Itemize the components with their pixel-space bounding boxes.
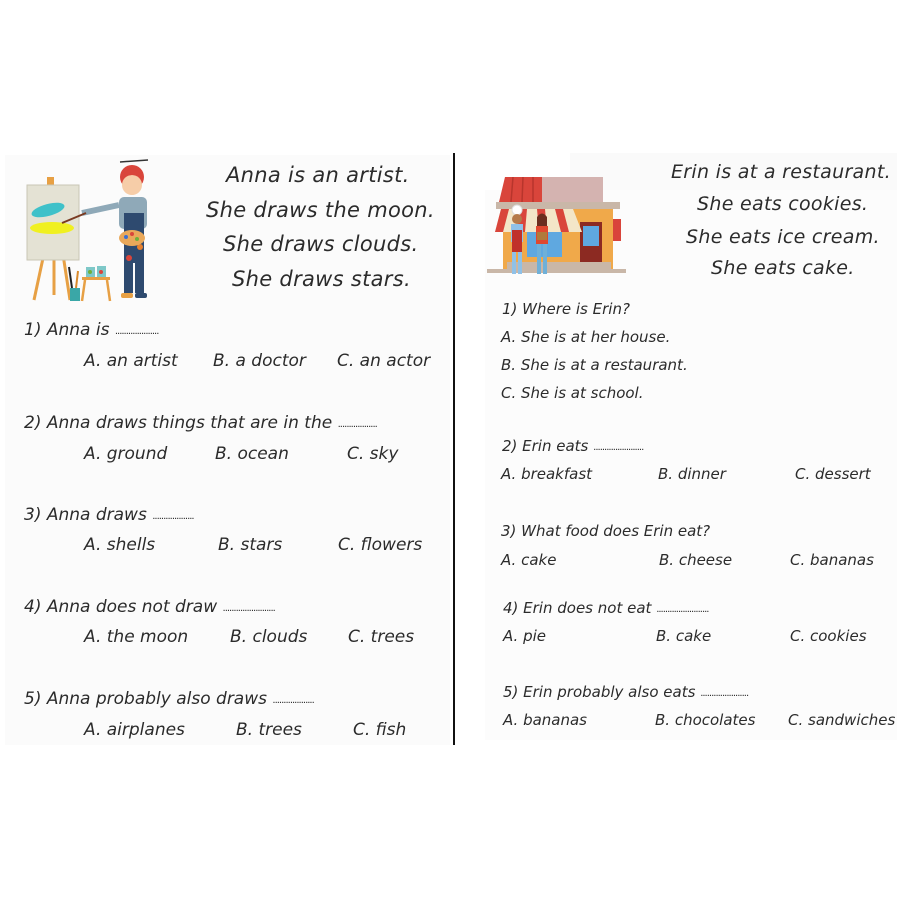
column-divider bbox=[453, 153, 455, 745]
answer-blank: .................. bbox=[337, 419, 377, 430]
answer-blank: ....................... bbox=[593, 442, 644, 453]
answer-blank: ................... bbox=[152, 511, 194, 522]
answer-option[interactable]: A. breakfast bbox=[501, 465, 593, 483]
answer-option[interactable]: B. chocolates bbox=[655, 711, 756, 729]
story-line: She draws stars. bbox=[232, 267, 411, 291]
answer-option[interactable]: A. pie bbox=[503, 627, 546, 645]
answer-blank: ...................... bbox=[700, 688, 749, 699]
answer-option[interactable]: C. sandwiches bbox=[788, 711, 896, 729]
answer-option[interactable]: C. an actor bbox=[337, 351, 431, 371]
question-prompt: 5) Anna probably also draws ................... bbox=[24, 689, 314, 709]
question-prompt: 4) Erin does not eat ........................ bbox=[503, 599, 709, 617]
answer-option[interactable]: A. bananas bbox=[503, 711, 588, 729]
question-prompt: 5) Erin probably also eats ...................... bbox=[503, 683, 749, 701]
answer-option[interactable]: C. sky bbox=[347, 444, 399, 464]
answer-option[interactable]: A. ground bbox=[84, 444, 168, 464]
answer-option[interactable]: B. trees bbox=[236, 720, 302, 740]
question-prompt: 2) Erin eats ....................... bbox=[502, 437, 644, 455]
answer-option[interactable]: B. cake bbox=[656, 627, 712, 645]
answer-option[interactable]: A. the moon bbox=[84, 627, 189, 647]
question-prompt: 3) What food does Erin eat? bbox=[501, 522, 711, 540]
story-line: She draws clouds. bbox=[223, 232, 419, 256]
answer-option[interactable]: B. ocean bbox=[215, 444, 289, 464]
story-line: Erin is at a restaurant. bbox=[671, 161, 891, 183]
answer-option[interactable]: C. She is at school. bbox=[501, 384, 644, 402]
question-prompt: 2) Anna draws things that are in the .................. bbox=[24, 413, 377, 433]
answer-option[interactable]: A. an artist bbox=[84, 351, 178, 371]
answer-blank: ................... bbox=[272, 695, 314, 706]
question-prompt: 4) Anna does not draw ........................ bbox=[24, 597, 275, 617]
answer-option[interactable]: C. trees bbox=[348, 627, 415, 647]
answer-option[interactable]: A. She is at her house. bbox=[501, 328, 671, 346]
answer-option[interactable]: A. shells bbox=[84, 535, 156, 555]
answer-blank: ........................ bbox=[222, 603, 275, 614]
story-line: She draws the moon. bbox=[206, 198, 435, 222]
answer-option[interactable]: A. cake bbox=[501, 551, 557, 569]
answer-option[interactable]: B. clouds bbox=[230, 627, 308, 647]
story-line: She eats ice cream. bbox=[686, 226, 880, 248]
answer-option[interactable]: B. She is at a restaurant. bbox=[501, 356, 688, 374]
question-prompt: 1) Anna is .................... bbox=[24, 320, 159, 340]
answer-blank: ........................ bbox=[656, 604, 709, 615]
answer-option[interactable]: B. cheese bbox=[659, 551, 733, 569]
answer-option[interactable]: C. flowers bbox=[338, 535, 423, 555]
answer-option[interactable]: C. cookies bbox=[790, 627, 867, 645]
answer-blank: .................... bbox=[114, 326, 159, 337]
answer-option[interactable]: C. dessert bbox=[795, 465, 871, 483]
story-line: She eats cake. bbox=[711, 257, 855, 279]
story-line: Anna is an artist. bbox=[226, 163, 410, 187]
answer-option[interactable]: C. bananas bbox=[790, 551, 874, 569]
answer-option[interactable]: C. fish bbox=[353, 720, 407, 740]
artist-painting-icon bbox=[20, 155, 165, 307]
restaurant-storefront-icon bbox=[487, 172, 632, 284]
answer-option[interactable]: A. airplanes bbox=[84, 720, 185, 740]
answer-option[interactable]: B. stars bbox=[218, 535, 283, 555]
story-line: She eats cookies. bbox=[697, 193, 869, 215]
question-prompt: 1) Where is Erin? bbox=[502, 300, 630, 318]
answer-option[interactable]: B. a doctor bbox=[213, 351, 306, 371]
answer-option[interactable]: B. dinner bbox=[658, 465, 726, 483]
question-prompt: 3) Anna draws ................... bbox=[24, 505, 194, 525]
